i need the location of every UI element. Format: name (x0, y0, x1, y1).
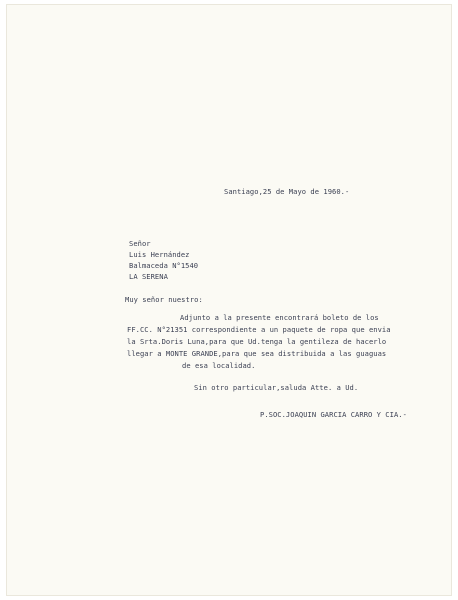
body-line: llegar a MONTE GRANDE,para que sea distribuida a las guaguas (127, 349, 387, 358)
closing-line: Sin otro particular,saluda Atte. a Ud. (194, 383, 359, 392)
body-line: de esa localidad. (182, 361, 256, 370)
date-line: Santiago,25 de Mayo de 1960.- (224, 187, 350, 196)
letter-page (6, 4, 452, 596)
body-line: Adjunto a la presente encontrará boleto de los (180, 313, 379, 322)
salutation: Muy señor nuestro: (125, 295, 203, 304)
recipient-city: LA SERENA (129, 272, 168, 281)
body-line: FF.CC. N°21351 correspondiente a un paquete de ropa que envia (127, 325, 391, 334)
recipient-name: Luis Hernández (129, 250, 190, 259)
recipient-title: Señor (129, 239, 151, 248)
signature-line: P.SOC.JOAQUIN GARCIA CARRO Y CIA.- (260, 410, 407, 419)
body-line: la Srta.Doris Luna,para que Ud.tenga la gentileza de hacerlo (127, 337, 387, 346)
recipient-street: Balmaceda N°1540 (129, 261, 199, 270)
